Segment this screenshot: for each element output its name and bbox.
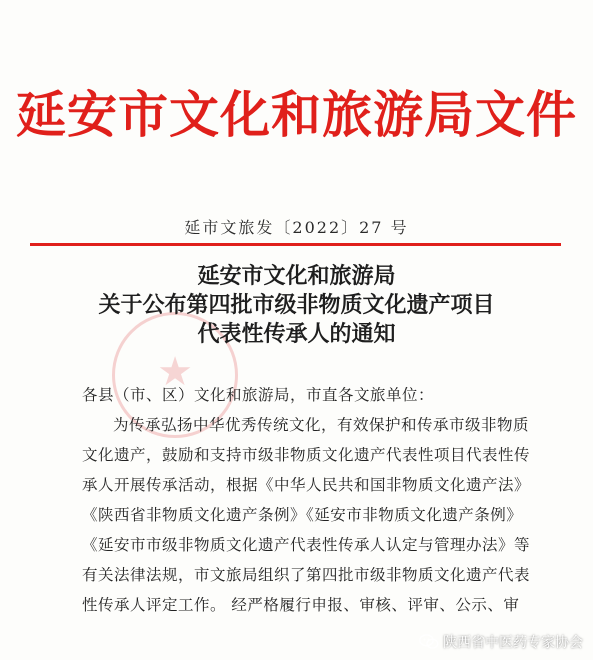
body-line-6: 有关法律法规，市文旅局组织了第四批市级非物质文化遗产代表 [82, 566, 531, 584]
document-number: 延市文旅发〔2022〕27 号 [184, 218, 409, 237]
body-line-4: 《陕西省非物质文化遗产条例》《延安市非物质文化遗产条例》 [82, 506, 523, 524]
addressee-line: 各县（市、区）文化和旅游局，市直各文旅单位： [82, 386, 435, 404]
title-line-2: 关于公布第四批市级非物质文化遗产项目 [98, 292, 495, 318]
seal-star-icon: ★ [157, 349, 193, 395]
red-divider-line [30, 243, 561, 246]
body-line-1: 为传承弘扬中华优秀传统文化，有效保护和传承市级非物质 [113, 416, 530, 434]
wechat-icon [419, 633, 439, 651]
notice-title [0, 262, 593, 349]
title-line-1: 延安市文化和旅游局 [197, 263, 396, 289]
body-line-2: 文化遗产，鼓励和支持市级非物质文化遗产代表性项目代表性传 [82, 446, 531, 464]
body-line-5: 《延安市市级非物质文化遗产代表性传承人认定与管理办法》等 [82, 536, 531, 554]
notice-body [82, 380, 534, 620]
source-watermark [419, 632, 583, 652]
body-line-7: 性传承人评定工作。 经严格履行申报、审核、评审、公示、审 [82, 596, 520, 614]
title-line-3: 代表性传承人的通知 [197, 321, 396, 347]
watermark-text: 陕西省中医药专家协会 [443, 635, 583, 651]
body-line-3: 承人开展传承活动，根据《中华人民共和国非物质文化遗产法》 [82, 476, 531, 494]
agency-heading: 延安市文化和旅游局文件 [16, 85, 577, 144]
